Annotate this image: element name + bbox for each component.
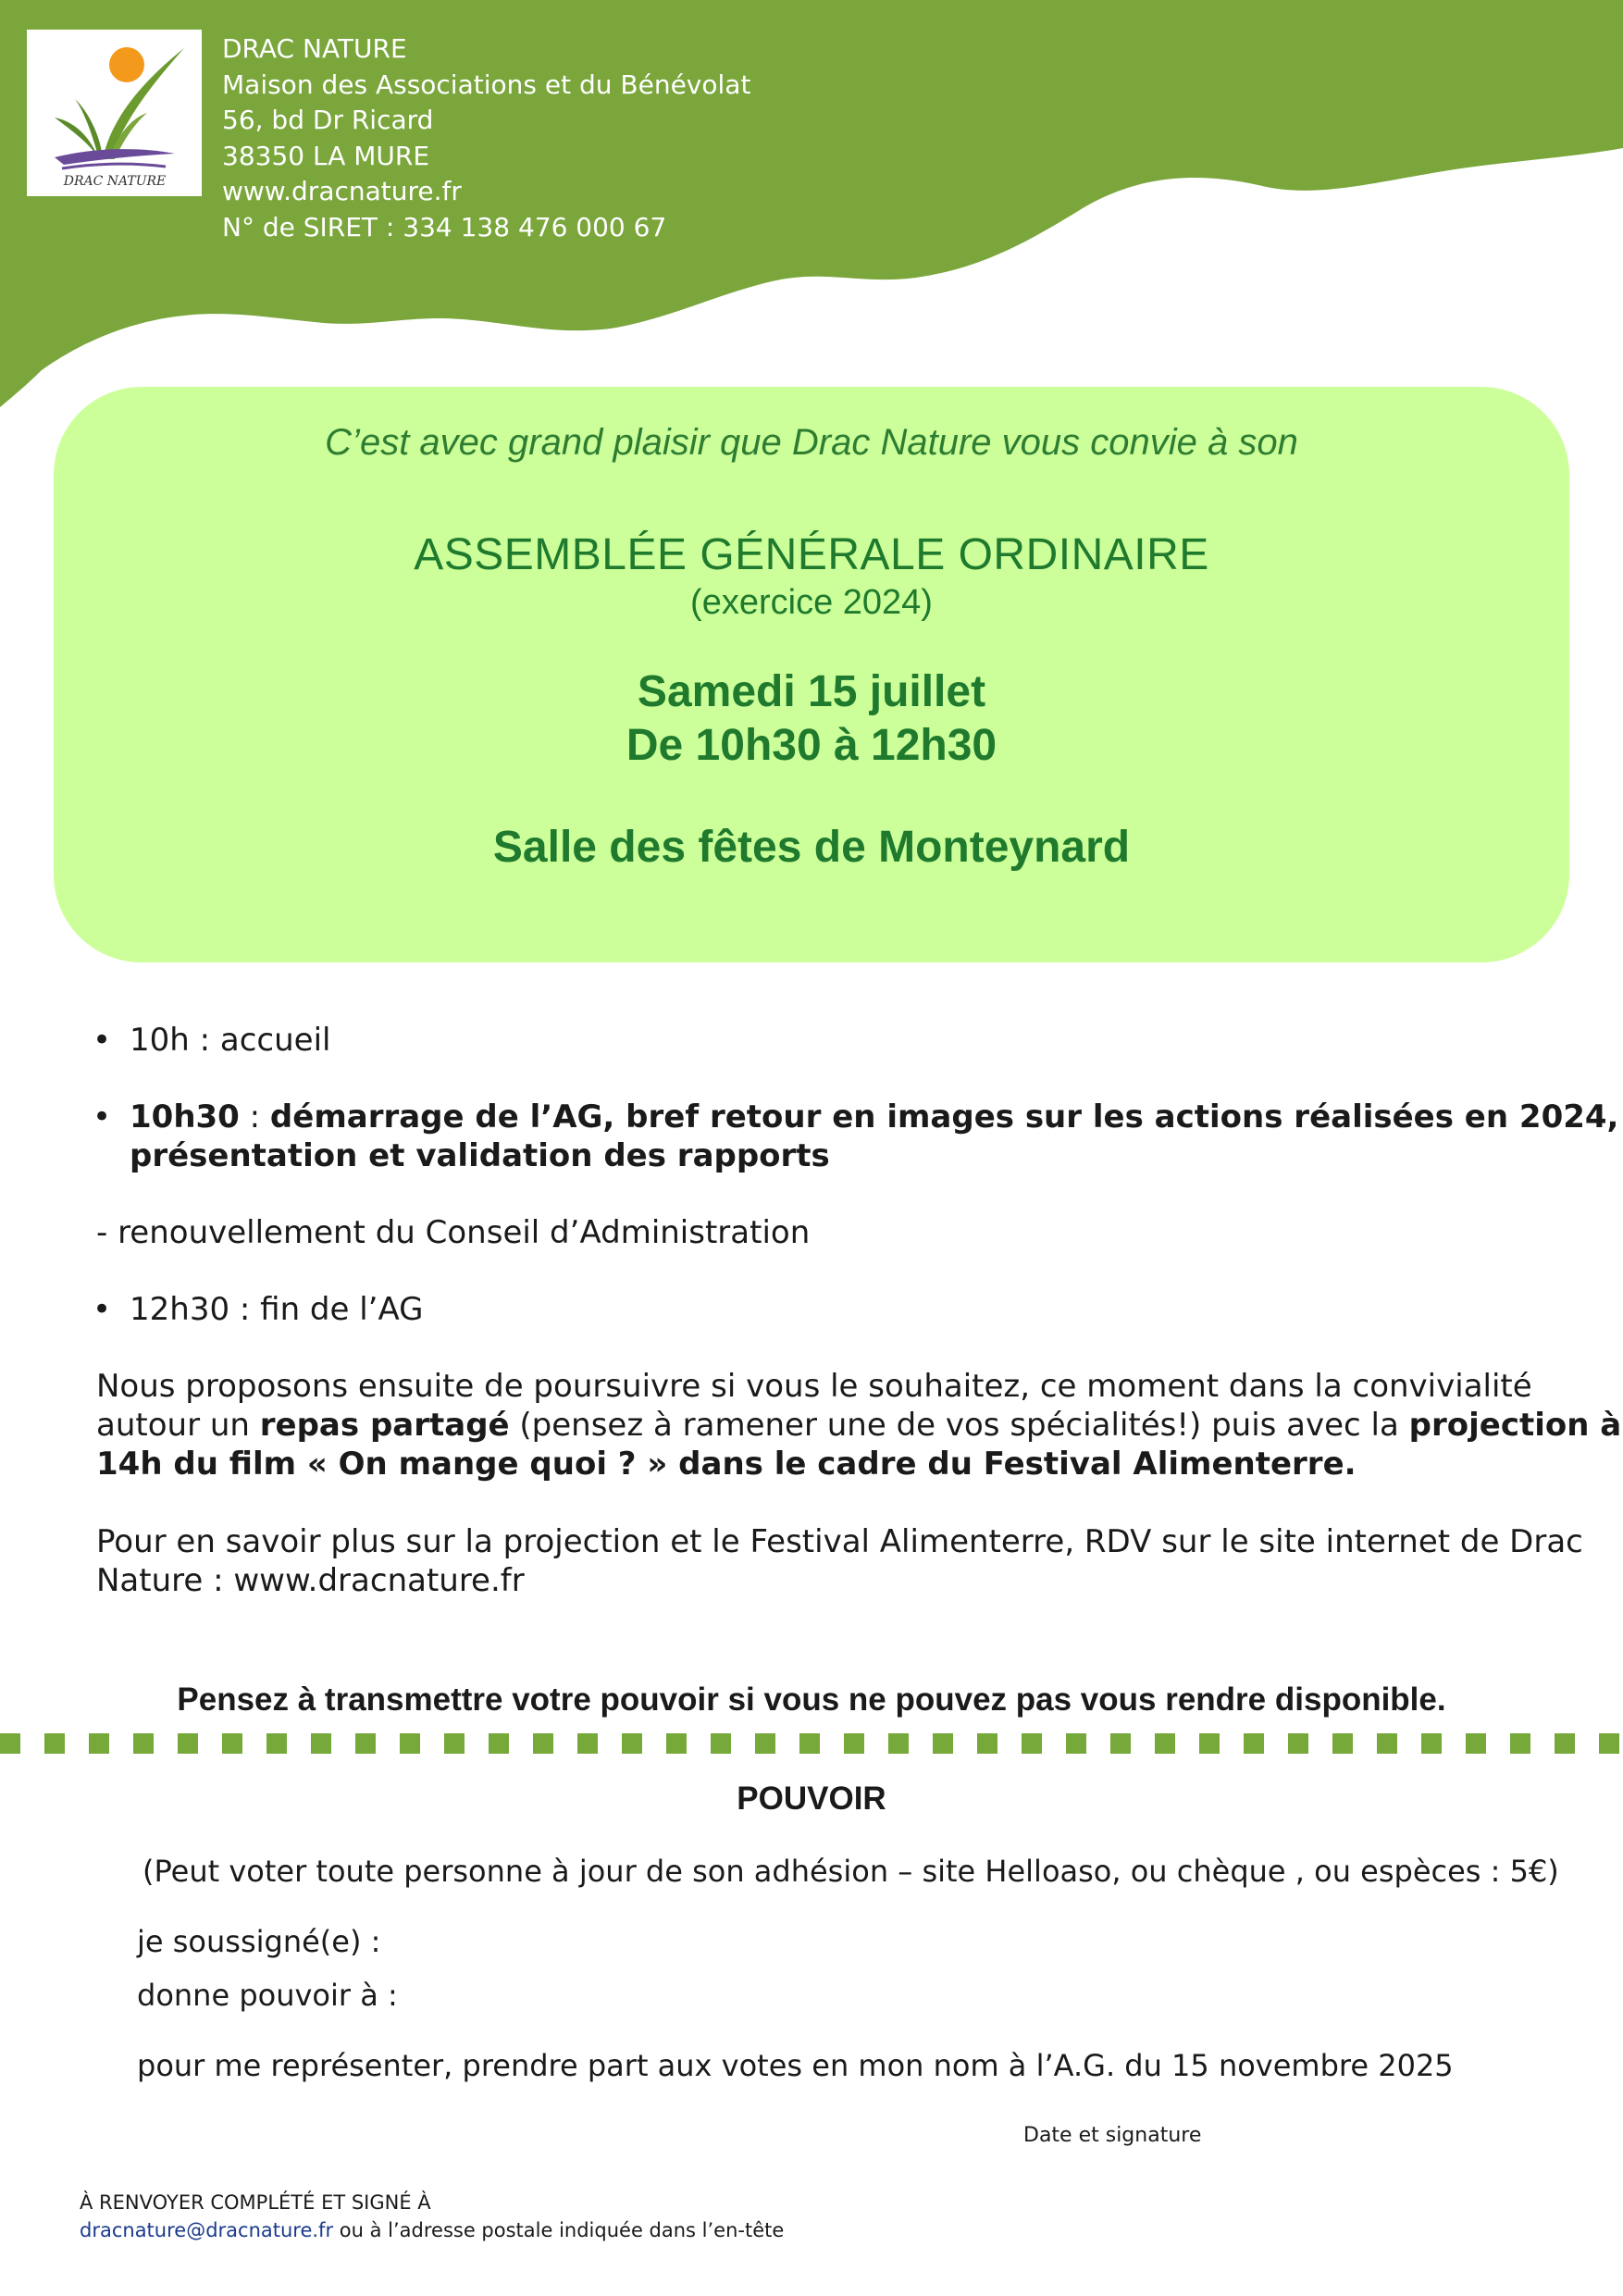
org-building: Maison des Associations et du Bénévolat xyxy=(222,68,751,100)
drac-nature-logo-icon xyxy=(27,30,202,196)
program-item-start: • 10h30 : démarrage de l’AG, bref retour en images sur les actions réalisées en 2024, présentation et validation des rapports xyxy=(93,1098,1619,1174)
program-item-renewal: - renouvellement du Conseil d’Administration xyxy=(96,1214,811,1251)
invitation-subtitle: (exercice 2024) xyxy=(690,583,933,622)
event-time: De 10h30 à 12h30 xyxy=(626,721,997,770)
proxy-recipient-field[interactable]: donne pouvoir à : xyxy=(137,1978,398,2013)
footer-return-address: dracnature@dracnature.fr ou à l’adresse postale indiquée dans l’en-tête xyxy=(80,2219,785,2241)
invitation-title: ASSEMBLÉE GÉNÉRALE ORDINAIRE xyxy=(414,530,1209,579)
event-date: Samedi 15 juillet xyxy=(637,667,986,716)
program-item-welcome: • 10h : accueil xyxy=(93,1022,331,1059)
proxy-form-title: POUVOIR xyxy=(737,1781,886,1817)
footer-email-link[interactable]: dracnature@dracnature.fr xyxy=(80,2219,334,2241)
org-name: DRAC NATURE xyxy=(222,33,407,64)
proxy-statement: pour me représenter, prendre part aux votes en mon nom à l’A.G. du 15 novembre 2025 xyxy=(137,2048,1454,2083)
bullet-icon: • xyxy=(93,1098,112,1136)
invitation-box xyxy=(54,387,1569,962)
cut-line-divider xyxy=(0,1733,1623,1754)
date-signature-label: Date et signature xyxy=(1023,2124,1202,2147)
org-website[interactable]: www.dracnature.fr xyxy=(222,176,462,206)
organization-info xyxy=(222,31,750,245)
program-item-end: • 12h30 : fin de l’AG xyxy=(93,1291,424,1328)
svg-text:DRAC NATURE: DRAC NATURE xyxy=(63,174,167,189)
paragraph-convivial: Nous proposons ensuite de poursuivre si vous le souhaitez, ce moment dans la convivialité autour un repas partagé (pensez à ramener une de vos spécialités!) puis avec la projection à 14h du film « On mange quoi ? » dans le cadre du Festival Alimenterre. xyxy=(96,1368,1622,1483)
proxy-note: (Peut voter toute personne à jour de son adhésion – site Helloaso, ou chèque , ou espèces : 5€) xyxy=(142,1854,1559,1889)
bullet-icon: • xyxy=(93,1291,112,1328)
paragraph-info: Pour en savoir plus sur la projection et le Festival Alimenterre, RDV sur le site internet de Drac Nature : www.dracnature.fr xyxy=(96,1523,1583,1599)
org-city: 38350 LA MURE xyxy=(222,140,430,171)
proxy-reminder: Pensez à transmettre votre pouvoir si vous ne pouvez pas vous rendre disponible. xyxy=(177,1682,1446,1718)
org-siret: N° de SIRET : 334 138 476 000 67 xyxy=(222,211,667,242)
invitation-intro: C’est avec grand plaisir que Drac Nature vous convie à son xyxy=(325,422,1298,463)
bullet-icon: • xyxy=(93,1022,112,1059)
event-place: Salle des fêtes de Monteynard xyxy=(492,823,1131,872)
logo xyxy=(27,30,202,196)
org-street: 56, bd Dr Ricard xyxy=(222,105,434,135)
footer-return-instruction: À RENVOYER COMPLÉTÉ ET SIGNÉ À xyxy=(80,2191,431,2214)
undersigned-field[interactable]: je soussigné(e) : xyxy=(137,1924,381,1959)
